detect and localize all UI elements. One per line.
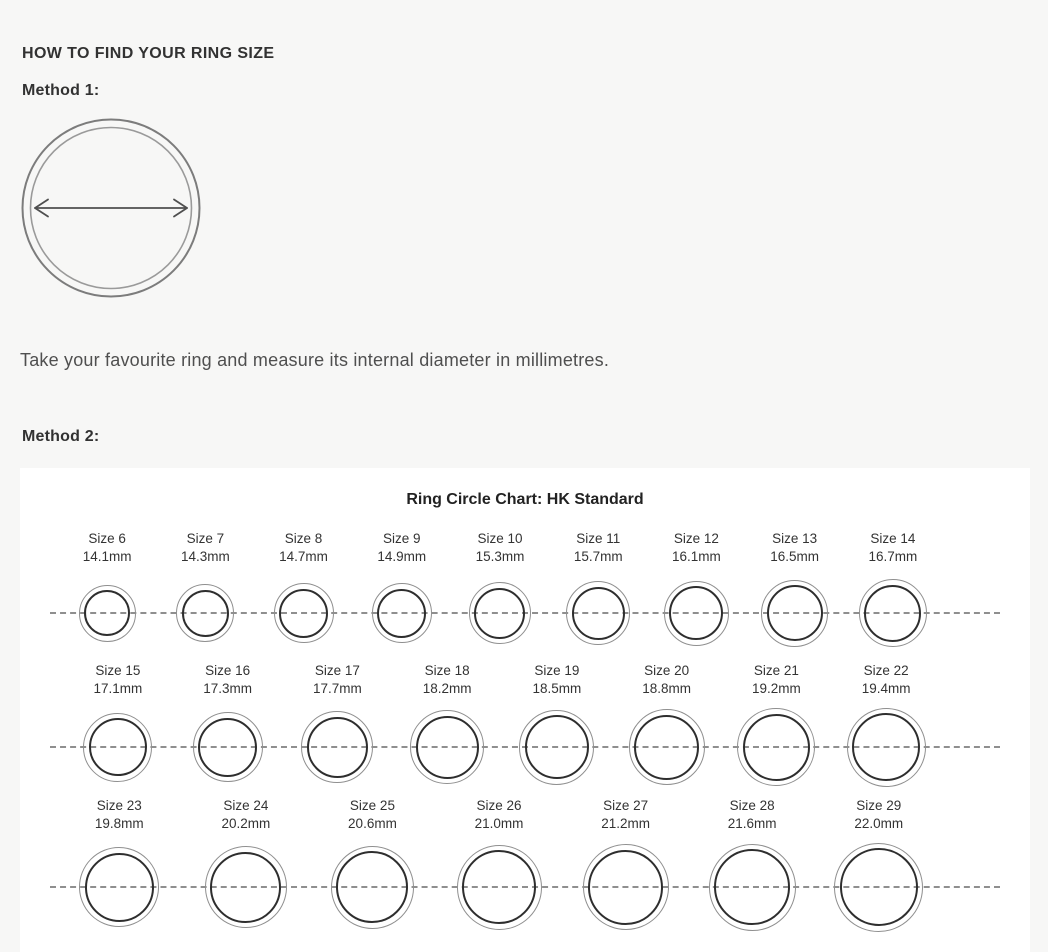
ring-item xyxy=(58,530,156,658)
ring-inner-circle xyxy=(89,718,147,776)
ring-outer-circle xyxy=(664,581,729,646)
ring-size-label: Size 10 xyxy=(477,531,523,546)
ring-circle-holder xyxy=(469,568,531,658)
ring-labels xyxy=(279,530,328,568)
ring-circle-chart-panel xyxy=(20,468,1030,952)
ring-diameter-label: 19.4mm xyxy=(861,681,911,696)
ring-size-label: Size 8 xyxy=(284,531,323,546)
ring-labels xyxy=(377,530,426,568)
ring-inner-circle xyxy=(669,586,723,640)
ring-size-label: Size 23 xyxy=(96,798,142,813)
ring-size-label: Size 21 xyxy=(753,663,799,678)
ring-labels xyxy=(728,797,777,835)
ring-item xyxy=(353,530,451,658)
ring-circle-holder xyxy=(83,700,152,794)
ring-diameter-illustration xyxy=(20,115,202,302)
ring-labels xyxy=(574,530,623,568)
ring-size-label: Size 22 xyxy=(863,663,909,678)
ring-labels xyxy=(862,662,911,700)
ring-inner-circle xyxy=(864,585,921,642)
ring-diameter-label: 17.3mm xyxy=(203,681,253,696)
ring-labels xyxy=(752,662,801,700)
ring-size-label: Size 9 xyxy=(383,531,421,546)
ring-diameter-label: 17.7mm xyxy=(312,681,362,696)
ring-item xyxy=(451,530,549,658)
ring-inner-circle xyxy=(852,713,920,781)
ring-circle-holder xyxy=(583,835,669,939)
ring-labels xyxy=(854,797,903,835)
ring-diameter-label: 18.2mm xyxy=(422,681,472,696)
ring-item xyxy=(722,662,832,794)
ring-inner-circle xyxy=(840,848,918,926)
method2-label: Method 2: xyxy=(22,428,100,445)
ring-outer-circle xyxy=(457,845,542,930)
ring-item xyxy=(183,797,310,939)
ring-inner-circle xyxy=(307,717,368,778)
ring-labels xyxy=(95,797,144,835)
ring-size-label: Size 18 xyxy=(424,663,470,678)
method1-label: Method 1: xyxy=(22,82,100,99)
ring-labels xyxy=(532,662,581,700)
ring-item xyxy=(549,530,647,658)
ring-item xyxy=(254,530,352,658)
ring-outer-circle xyxy=(205,846,287,928)
ring-diameter-label: 21.2mm xyxy=(601,816,650,831)
ring-diameter-label: 18.8mm xyxy=(642,681,692,696)
ring-circle-holder xyxy=(79,835,159,939)
ring-diameter-label: 16.7mm xyxy=(868,549,918,564)
ring-diameter-label: 14.7mm xyxy=(279,549,328,564)
ring-inner-circle xyxy=(743,714,810,781)
page-title: HOW TO FIND YOUR RING SIZE xyxy=(22,44,275,62)
ring-size-row xyxy=(56,797,942,939)
ring-circle-holder xyxy=(664,568,729,658)
ring-outer-circle xyxy=(847,708,926,787)
ring-inner-circle xyxy=(714,849,790,925)
ring-outer-circle xyxy=(331,846,414,929)
ring-diameter-label: 15.3mm xyxy=(475,549,525,564)
ring-labels xyxy=(642,662,691,700)
ring-item xyxy=(562,797,689,939)
ring-size-row xyxy=(58,530,942,658)
ring-size-label: Size 16 xyxy=(205,663,251,678)
ring-item xyxy=(392,662,502,794)
ring-circle-holder xyxy=(79,568,136,658)
ring-item xyxy=(831,662,941,794)
ring-size-label: Size 26 xyxy=(476,798,522,813)
ring-size-row xyxy=(63,662,941,794)
ring-labels xyxy=(476,530,525,568)
ring-diameter-label: 20.6mm xyxy=(348,816,397,831)
ring-size-label: Size 14 xyxy=(870,531,916,546)
ring-labels xyxy=(770,530,819,568)
ring-circle-holder xyxy=(847,700,926,794)
ring-labels xyxy=(181,530,230,568)
ring-diameter-label: 21.6mm xyxy=(727,816,777,831)
ring-diameter-label: 17.1mm xyxy=(93,681,143,696)
ring-size-label: Size 7 xyxy=(186,531,225,546)
ring-inner-circle xyxy=(474,588,525,639)
ring-item xyxy=(63,662,173,794)
ring-size-label: Size 20 xyxy=(644,663,690,678)
ring-inner-circle xyxy=(377,589,426,638)
ring-circle-holder xyxy=(761,568,828,658)
ring-size-label: Size 17 xyxy=(314,663,360,678)
ring-circle-holder xyxy=(566,568,630,658)
ring-diameter-label: 15.7mm xyxy=(573,549,623,564)
ring-circle-holder xyxy=(410,700,484,794)
ring-circle-holder xyxy=(519,700,594,794)
ring-inner-circle xyxy=(336,851,408,923)
ring-size-label: Size 12 xyxy=(673,531,719,546)
ring-outer-circle xyxy=(737,708,815,786)
ring-item xyxy=(612,662,722,794)
ring-item xyxy=(436,797,563,939)
method1-caption: Take your favourite ring and measure its internal diameter in millimetres. xyxy=(20,350,610,370)
ring-circle-holder xyxy=(193,700,263,794)
ring-inner-circle xyxy=(634,715,699,780)
ring-outer-circle xyxy=(519,710,594,785)
ring-inner-circle xyxy=(279,589,328,638)
ring-item xyxy=(156,530,254,658)
ring-diameter-label: 14.3mm xyxy=(180,549,230,564)
ring-outer-circle xyxy=(583,844,669,930)
ring-circle-holder xyxy=(737,700,815,794)
ring-diameter-label: 16.5mm xyxy=(770,549,820,564)
ring-outer-circle xyxy=(83,713,152,782)
ring-item xyxy=(844,530,942,658)
ring-item xyxy=(689,797,816,939)
ring-inner-circle xyxy=(525,715,589,779)
ring-circle-holder xyxy=(709,835,796,939)
ring-inner-circle xyxy=(84,590,130,636)
ring-size-label: Size 11 xyxy=(576,531,621,546)
ring-labels xyxy=(423,662,472,700)
ring-item xyxy=(173,662,283,794)
ring-outer-circle xyxy=(176,584,234,642)
ring-inner-circle xyxy=(462,850,536,924)
ring-size-label: Size 24 xyxy=(223,798,269,813)
ring-diameter-label: 21.0mm xyxy=(474,816,524,831)
ring-outer-circle xyxy=(761,580,828,647)
ring-with-diameter-arrow-icon xyxy=(20,115,202,302)
ring-inner-circle xyxy=(85,853,154,922)
ring-diameter-label: 19.8mm xyxy=(94,816,144,831)
ring-circle-holder xyxy=(372,568,432,658)
ring-circle-holder xyxy=(629,700,705,794)
ring-inner-circle xyxy=(572,587,625,640)
ring-diameter-label: 22.0mm xyxy=(854,816,904,831)
ring-labels xyxy=(83,530,132,568)
ring-circle-holder xyxy=(205,835,287,939)
ring-labels xyxy=(221,797,270,835)
ring-circle-holder xyxy=(859,568,927,658)
ring-diameter-label: 19.2mm xyxy=(751,681,801,696)
ring-size-label: Size 29 xyxy=(856,798,902,813)
ring-outer-circle xyxy=(301,711,373,783)
ring-outer-circle xyxy=(469,582,531,644)
ring-circle-holder xyxy=(834,835,923,939)
ring-diameter-label: 14.1mm xyxy=(82,549,132,564)
ring-labels xyxy=(601,797,650,835)
ring-inner-circle xyxy=(182,590,229,637)
ring-size-label: Size 13 xyxy=(772,531,818,546)
ring-outer-circle xyxy=(629,709,705,785)
ring-item xyxy=(746,530,844,658)
ring-labels xyxy=(868,530,917,568)
ring-circle-holder xyxy=(176,568,234,658)
ring-item xyxy=(283,662,393,794)
ring-labels xyxy=(348,797,397,835)
ring-outer-circle xyxy=(193,712,263,782)
ring-item xyxy=(309,797,436,939)
ring-diameter-label: 14.9mm xyxy=(377,549,427,564)
ring-size-label: Size 27 xyxy=(603,798,649,813)
ring-diameter-label: 16.1mm xyxy=(672,549,721,564)
ring-outer-circle xyxy=(410,710,484,784)
ring-labels xyxy=(313,662,362,700)
ring-circle-holder xyxy=(301,700,373,794)
ring-labels xyxy=(93,662,142,700)
ring-item xyxy=(815,797,942,939)
ring-size-label: Size 25 xyxy=(349,798,395,813)
ring-outer-circle xyxy=(834,843,923,932)
ring-inner-circle xyxy=(416,716,479,779)
ring-inner-circle xyxy=(210,852,281,923)
ring-size-label: Size 6 xyxy=(88,531,126,546)
ring-item xyxy=(647,530,745,658)
ring-outer-circle xyxy=(79,585,136,642)
diameter-arrow-icon xyxy=(35,200,187,217)
ring-diameter-label: 18.5mm xyxy=(532,681,582,696)
ring-item xyxy=(56,797,183,939)
ring-outer-circle xyxy=(566,581,630,645)
ring-outer-circle xyxy=(709,844,796,931)
ring-inner-circle xyxy=(767,585,823,641)
ring-labels xyxy=(203,662,252,700)
chart-title: Ring Circle Chart: HK Standard xyxy=(406,491,644,508)
ring-inner-circle xyxy=(588,850,663,925)
ring-inner-circle xyxy=(198,718,257,777)
ring-size-label: Size 15 xyxy=(95,663,141,678)
ring-size-label: Size 28 xyxy=(729,798,775,813)
ring-circle-holder xyxy=(457,835,542,939)
ring-outer-circle xyxy=(859,579,927,647)
ring-labels xyxy=(672,530,721,568)
ring-size-label: Size 19 xyxy=(534,663,580,678)
ring-outer-circle xyxy=(372,583,432,643)
ring-circle-holder xyxy=(331,835,414,939)
ring-circle-holder xyxy=(274,568,334,658)
ring-labels xyxy=(475,797,524,835)
ring-diameter-label: 20.2mm xyxy=(221,816,271,831)
ring-item xyxy=(502,662,612,794)
ring-outer-circle xyxy=(79,847,159,927)
ring-outer-circle xyxy=(274,583,334,643)
